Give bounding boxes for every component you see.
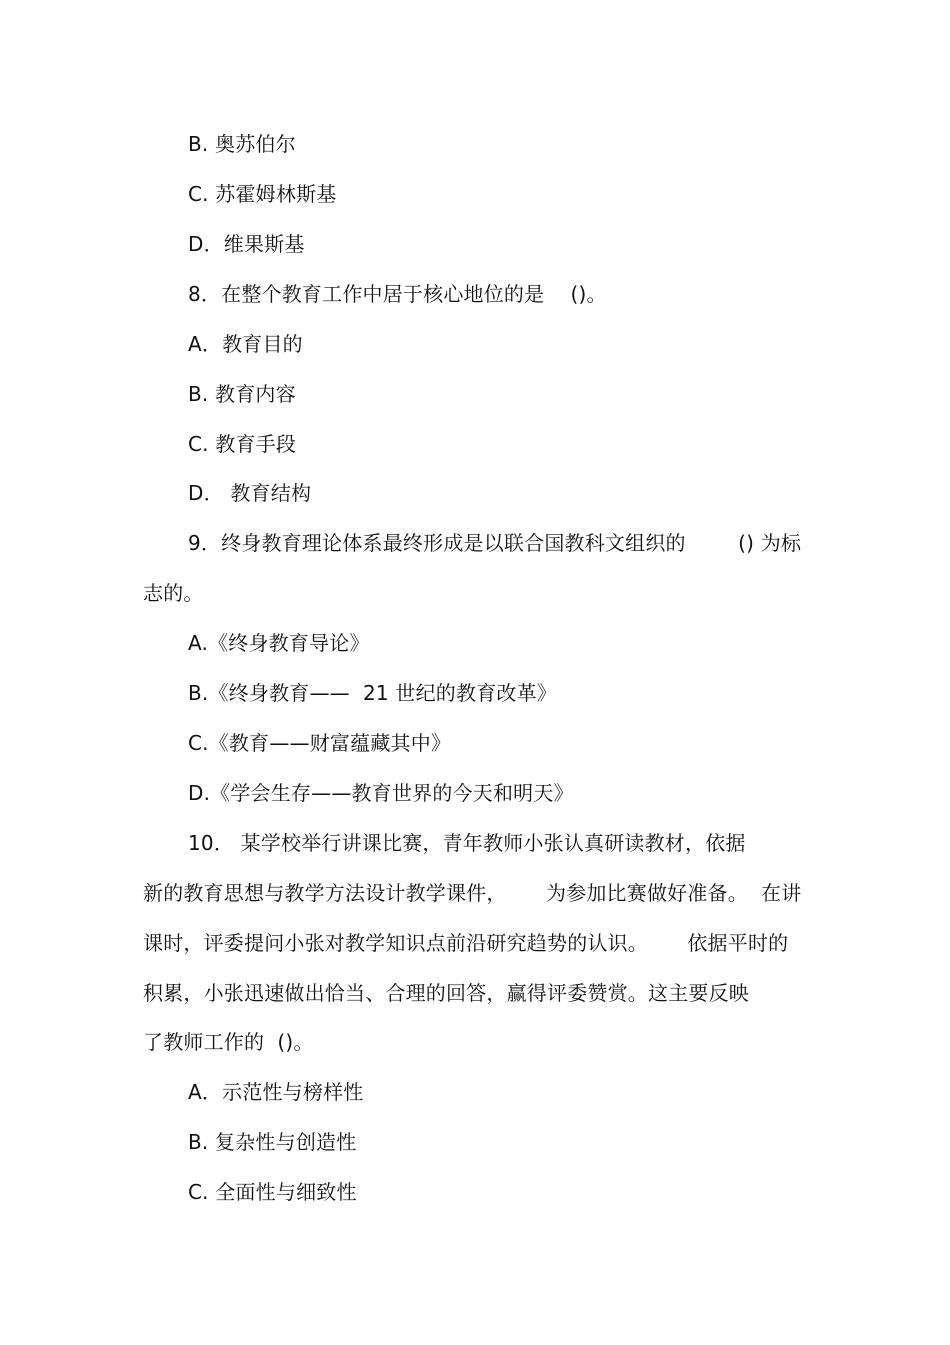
question-10-line-3: 课时，评委提问小张对教学知识点前沿研究趋势的认识。 依据平时的 — [143, 931, 789, 955]
q9-option-c: C.《教育——财富蕴藏其中》 — [188, 731, 452, 755]
q9-option-a: A.《终身教育导论》 — [188, 631, 370, 655]
q7-option-b: B. 奥苏伯尔 — [188, 132, 296, 156]
question-10-line-5: 了教师工作的 ()。 — [143, 1030, 314, 1054]
question-9-line-1: 9．终身教育理论体系最终形成是以联合国教科文组织的 () 为标 — [188, 531, 802, 555]
q10-option-c: C. 全面性与细致性 — [188, 1180, 357, 1204]
q7-option-c: C. 苏霍姆林斯基 — [188, 182, 337, 206]
q7-option-d: D．维果斯基 — [188, 232, 305, 256]
q10-option-b: B. 复杂性与创造性 — [188, 1130, 357, 1154]
q8-option-a: A．教育目的 — [188, 332, 303, 356]
question-9-line-2: 志的。 — [143, 581, 204, 605]
q8-option-b: B. 教育内容 — [188, 382, 296, 406]
q9-option-b: B.《终身教育—— 21 世纪的教育改革》 — [188, 681, 557, 705]
question-10-line-2: 新的教育思想与教学方法设计教学课件， 为参加比赛做好准备。 在讲 — [143, 881, 802, 905]
q10-option-a: A．示范性与榜样性 — [188, 1080, 364, 1104]
q9-option-d: D.《学会生存——教育世界的今天和明天》 — [188, 781, 574, 805]
question-8: 8．在整个教育工作中居于核心地位的是 ()。 — [188, 282, 607, 306]
question-10-line-1: 10． 某学校举行讲课比赛，青年教师小张认真研读教材，依据 — [188, 831, 746, 855]
question-10-line-4: 积累，小张迅速做出恰当、合理的回答，赢得评委赞赏。这主要反映 — [143, 981, 749, 1005]
q8-option-c: C. 教育手段 — [188, 432, 297, 456]
q8-option-d: D． 教育结构 — [188, 481, 312, 505]
